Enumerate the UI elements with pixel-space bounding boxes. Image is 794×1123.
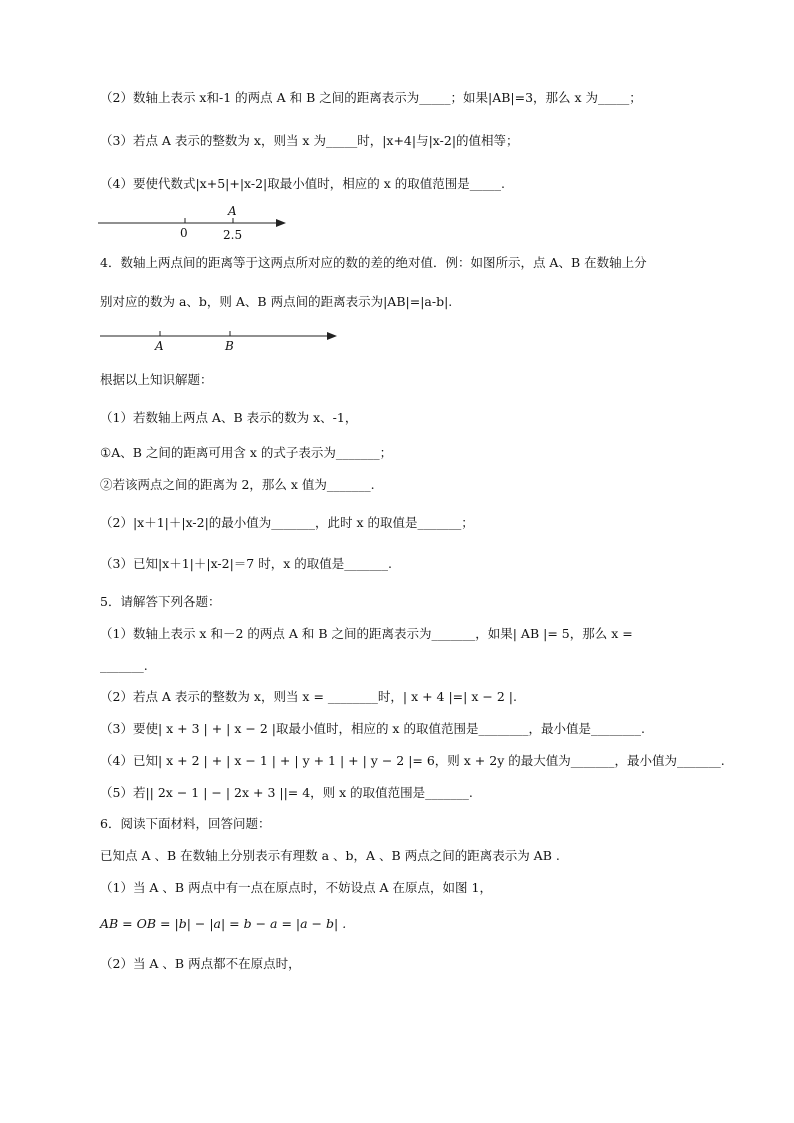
q4-title-line1: 4．数轴上两点间的距离等于这两点所对应的数的差的绝对值．例：如图所示，点 A、B 在数轴上分 — [100, 255, 647, 270]
q4-part1: （1）若数轴上两点 A、B 表示的数为 x、-1， — [100, 410, 358, 425]
q4-part2: （2）|x＋1|＋|x-2|的最小值为_______，此时 x 的取值是_______； — [100, 515, 474, 530]
q4-title-line2: 别对应的数为 a、b，则 A、B 两点间的距离表示为|AB|=|a-b|. — [100, 294, 453, 309]
q5-part1: （1）数轴上表示 x 和－2 的两点 A 和 B 之间的距离表示为_______，如果| AB |= 5，那么 x = — [100, 626, 633, 641]
q6-title: 6．阅读下面材料，回答问题： — [100, 816, 271, 831]
q5-part3: （3）要使| x + 3 | + | x − 2 |取最小值时，相应的 x 的取值范围是________，最小值是________. — [100, 721, 645, 736]
q5-part5: （5）若|| 2x − 1 | − | 2x + 3 ||= 4，则 x 的取值范围是_______. — [100, 785, 473, 800]
axis2-point-a-label: A — [155, 339, 164, 353]
axis1-origin-label: 0 — [180, 226, 188, 240]
axis1-point-a-label: A — [228, 204, 237, 218]
q5-title: 5．请解答下列各题： — [100, 594, 221, 609]
q5-part4: （4）已知| x + 2 | + | x − 1 | + | y + 1 | + | y − 2 |= 6，则 x + 2y 的最大值为_______，最小值为_______. — [100, 753, 725, 768]
q6-intro: 已知点 A 、B 在数轴上分别表示有理数 a 、b，A 、B 两点之间的距离表示为 AB . — [100, 848, 560, 863]
q3-part4: （4）要使代数式|x+5|+|x-2|取最小值时，相应的 x 的取值范围是_____. — [100, 176, 505, 191]
q4-part1-b: ②若该两点之间的距离为 2，那么 x 值为_______. — [100, 477, 375, 492]
q3-part3: （3）若点 A 表示的整数为 x，则当 x 为_____时，|x+4|与|x-2|的值相等； — [100, 133, 519, 148]
q5-part2: （2）若点 A 表示的整数为 x，则当 x = ________时，| x + 4 |=| x − 2 |. — [100, 689, 517, 704]
q6-part2: （2）当 A 、B 两点都不在原点时， — [100, 956, 301, 971]
q4-part3: （3）已知|x＋1|＋|x-2|＝7 时，x 的取值是_______. — [100, 556, 392, 571]
q6-part1: （1）当 A 、B 两点中有一点在原点时，不妨设点 A 在原点，如图 1， — [100, 880, 492, 895]
axis1-point-value: 2.5 — [223, 228, 243, 242]
axis2-point-b-label: B — [225, 339, 234, 353]
q4-intro: 根据以上知识解题： — [100, 372, 213, 387]
q3-part2: （2）数轴上表示 x和-1 的两点 A 和 B 之间的距离表示为_____；如果|AB|=3，那么 x 为_____； — [100, 90, 642, 105]
q6-part1-formula: AB = OB = |b| − |a| = b − a = |a − b| . — [100, 916, 347, 931]
q4-part1-a: ①A、B 之间的距离可用含 x 的式子表示为_______； — [100, 445, 393, 460]
q5-part1-continued: _______. — [100, 658, 148, 673]
